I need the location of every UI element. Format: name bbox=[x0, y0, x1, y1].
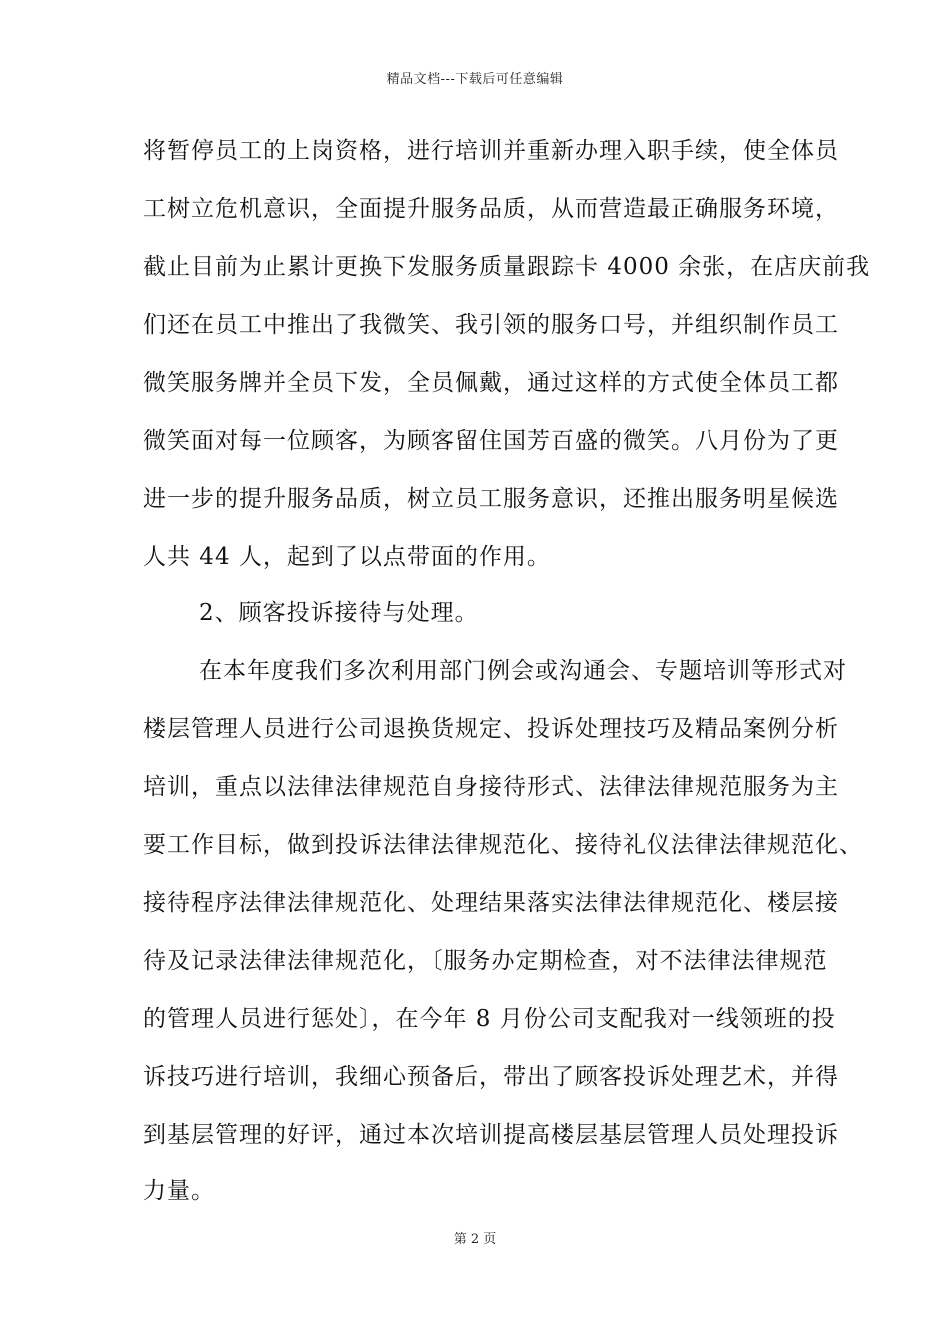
body-line-8: 人共 44 人，起到了以点带面的作用。 bbox=[143, 544, 551, 570]
section-heading: 2、顾客投诉接待与处理。 bbox=[199, 600, 479, 626]
page-number: 第 2 页 bbox=[453, 1232, 497, 1247]
body-line-13: 要工作目标，做到投诉法律法律规范化、接待礼仪法律法律规范化、 bbox=[143, 832, 863, 858]
body-line-17: 诉技巧进行培训，我细心预备后，带出了顾客投诉处理艺术，并得 bbox=[143, 1064, 839, 1090]
page-header: 精品文档---下载后可任意编辑 bbox=[386, 72, 564, 87]
body-line-6: 微笑面对每一位顾客，为顾客留住国芳百盛的微笑。八月份为了更 bbox=[143, 428, 839, 454]
body-line-16: 的管理人员进行惩处〕，在今年 8 月份公司支配我对一线领班的投 bbox=[143, 1006, 836, 1032]
body-line-4: 们还在员工中推出了我微笑、我引领的服务口号，并组织制作员工 bbox=[143, 312, 839, 338]
body-line-10: 在本年度我们多次利用部门例会或沟通会、专题培训等形式对 bbox=[199, 658, 847, 684]
body-line-14: 接待程序法律法律规范化、处理结果落实法律法律规范化、楼层接 bbox=[143, 890, 839, 916]
body-line-11: 楼层管理人员进行公司退换货规定、投诉处理技巧及精品案例分析 bbox=[143, 716, 839, 742]
body-line-1: 将暂停员工的上岗资格，进行培训并重新办理入职手续，使全体员 bbox=[143, 138, 839, 164]
body-line-12: 培训，重点以法律法律规范自身接待形式、法律法律规范服务为主 bbox=[143, 774, 839, 800]
body-line-3: 截止目前为止累计更换下发服务质量跟踪卡 4000 余张，在店庆前我 bbox=[143, 254, 871, 280]
body-line-19: 力量。 bbox=[143, 1178, 215, 1204]
body-line-18: 到基层管理的好评，通过本次培训提高楼层基层管理人员处理投诉 bbox=[143, 1122, 839, 1148]
body-line-2: 工树立危机意识，全面提升服务品质，从而营造最正确服务环境， bbox=[143, 196, 839, 222]
body-line-7: 进一步的提升服务品质，树立员工服务意识，还推出服务明星候选 bbox=[143, 486, 839, 512]
body-line-15: 待及记录法律法律规范化，〔服务办定期检查，对不法律法律规范 bbox=[143, 948, 828, 974]
body-line-5: 微笑服务牌并全员下发，全员佩戴，通过这样的方式使全体员工都 bbox=[143, 370, 839, 396]
